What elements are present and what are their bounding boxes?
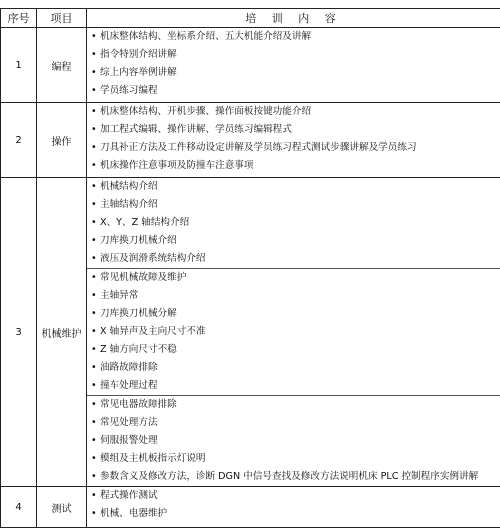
table-row: [1, 103, 500, 178]
content-item-text: 刀具补正方法及工件移动设定讲解及学员练习程式测试步骤讲解及学员练习: [100, 139, 500, 157]
content-list-item: [87, 359, 500, 377]
bullet-icon: •: [91, 468, 100, 486]
bullet-icon: •: [91, 139, 100, 157]
content-list-item: [87, 377, 500, 395]
bullet-icon: •: [91, 250, 100, 268]
content-list-item: [87, 178, 500, 196]
table-row: [1, 487, 500, 528]
content-item-text: 常见电器故障排除: [100, 396, 500, 414]
bullet-icon: •: [91, 232, 100, 250]
row-seq-no: 4: [1, 487, 37, 528]
table-header-row: [1, 9, 500, 28]
content-list-item: [87, 28, 500, 46]
bullet-icon: •: [91, 64, 100, 82]
content-list-item: [87, 196, 500, 214]
bullet-icon: •: [91, 450, 100, 468]
training-table: [0, 8, 500, 528]
content-list-item: [87, 341, 500, 359]
bullet-icon: •: [91, 214, 100, 232]
content-group: [87, 178, 500, 269]
content-item-text: 程式操作测试: [100, 487, 500, 505]
content-item-text: 刀库换刀机械介绍: [100, 232, 500, 250]
row-content-cell: [87, 487, 500, 528]
header-seq-no: 序号: [1, 9, 37, 28]
bullet-icon: •: [91, 359, 100, 377]
header-content: 培 训 内 容: [87, 9, 500, 28]
bullet-icon: •: [91, 121, 100, 139]
table-row: [1, 28, 500, 103]
row-item-name: 测试: [37, 487, 87, 528]
bullet-icon: •: [91, 82, 100, 100]
bullet-icon: •: [91, 396, 100, 414]
content-item-text: 常见处理方法: [100, 414, 500, 432]
content-item-text: 机械结构介绍: [100, 178, 500, 196]
bullet-icon: •: [91, 157, 100, 175]
bullet-icon: •: [91, 305, 100, 323]
bullet-icon: •: [91, 196, 100, 214]
content-item-text: 主轴结构介绍: [100, 196, 500, 214]
content-list-item: [87, 323, 500, 341]
content-item-text: 指令特别介绍讲解: [100, 46, 500, 64]
content-item-text: 主轴异常: [100, 287, 500, 305]
row-content-cell: [87, 28, 500, 103]
content-item-text: 机床整体结构、坐标系介绍、五大机能介绍及讲解: [100, 28, 500, 46]
content-item-text: 刀库换刀机械分解: [100, 305, 500, 323]
content-list-item: [87, 250, 500, 268]
content-item-text: 加工程式编辑、操作讲解、学员练习编辑程式: [100, 121, 500, 139]
content-item-text: 机床整体结构、开机步骤、操作面板按键功能介绍: [100, 103, 500, 121]
content-list-item: [87, 487, 500, 505]
row-content-cell: [87, 178, 500, 487]
bullet-icon: •: [91, 287, 100, 305]
content-item-text: 液压及润滑系统结构介绍: [100, 250, 500, 268]
content-group: [87, 28, 500, 100]
content-list-item: [87, 414, 500, 432]
bullet-icon: •: [91, 432, 100, 450]
content-list-item: [87, 157, 500, 175]
content-list-item: [87, 103, 500, 121]
content-list-item: [87, 232, 500, 250]
content-list-item: [87, 64, 500, 82]
content-group: [87, 396, 500, 486]
table-row: [1, 178, 500, 487]
row-item-name: 机械维护: [37, 178, 87, 487]
content-item-text: 常见机械故障及维护: [100, 269, 500, 287]
bullet-icon: •: [91, 46, 100, 64]
training-table-wrapper: [0, 8, 500, 528]
bullet-icon: •: [91, 178, 100, 196]
content-list-item: [87, 214, 500, 232]
content-item-text: X、Y、Z 轴结构介绍: [100, 214, 500, 232]
content-item-text: 模组及主机板指示灯说明: [100, 450, 500, 468]
row-seq-no: 3: [1, 178, 37, 487]
bullet-icon: •: [91, 269, 100, 287]
content-item-text: X 轴异声及主向尺寸不准: [100, 323, 500, 341]
content-group: [87, 487, 500, 523]
bullet-icon: •: [91, 323, 100, 341]
row-content-cell: [87, 103, 500, 178]
content-list-item: [87, 287, 500, 305]
content-list-item: [87, 121, 500, 139]
content-item-text: 综上内容举例讲解: [100, 64, 500, 82]
content-item-text: 参数含义及修改方法，诊断 DGN 中信号查找及修改方法说明机床 PLC 控制程序实例讲解: [100, 468, 500, 486]
content-list-item: [87, 269, 500, 287]
content-list-item: [87, 468, 500, 486]
bullet-icon: •: [91, 103, 100, 121]
row-item-name: 操作: [37, 103, 87, 178]
content-list-item: [87, 305, 500, 323]
content-item-text: 机床操作注意事项及防撞车注意事项: [100, 157, 500, 175]
content-group: [87, 103, 500, 175]
content-item-text: 学员练习编程: [100, 82, 500, 100]
bullet-icon: •: [91, 28, 100, 46]
content-list-item: [87, 82, 500, 100]
bullet-icon: •: [91, 505, 100, 523]
bullet-icon: •: [91, 341, 100, 359]
header-item: 项目: [37, 9, 87, 28]
row-seq-no: 1: [1, 28, 37, 103]
content-item-text: 伺服报警处理: [100, 432, 500, 450]
content-item-text: 机械、电器维护: [100, 505, 500, 523]
table-body: [1, 28, 500, 528]
content-list-item: [87, 450, 500, 468]
content-item-text: 撞车处理过程: [100, 377, 500, 395]
row-item-name: 编程: [37, 28, 87, 103]
content-group: [87, 269, 500, 396]
row-seq-no: 2: [1, 103, 37, 178]
content-list-item: [87, 46, 500, 64]
content-list-item: [87, 432, 500, 450]
content-list-item: [87, 139, 500, 157]
content-item-text: Z 轴方向尺寸不稳: [100, 341, 500, 359]
content-list-item: [87, 396, 500, 414]
content-item-text: 油路故障排除: [100, 359, 500, 377]
content-list-item: [87, 505, 500, 523]
bullet-icon: •: [91, 377, 100, 395]
bullet-icon: •: [91, 414, 100, 432]
bullet-icon: •: [91, 487, 100, 505]
